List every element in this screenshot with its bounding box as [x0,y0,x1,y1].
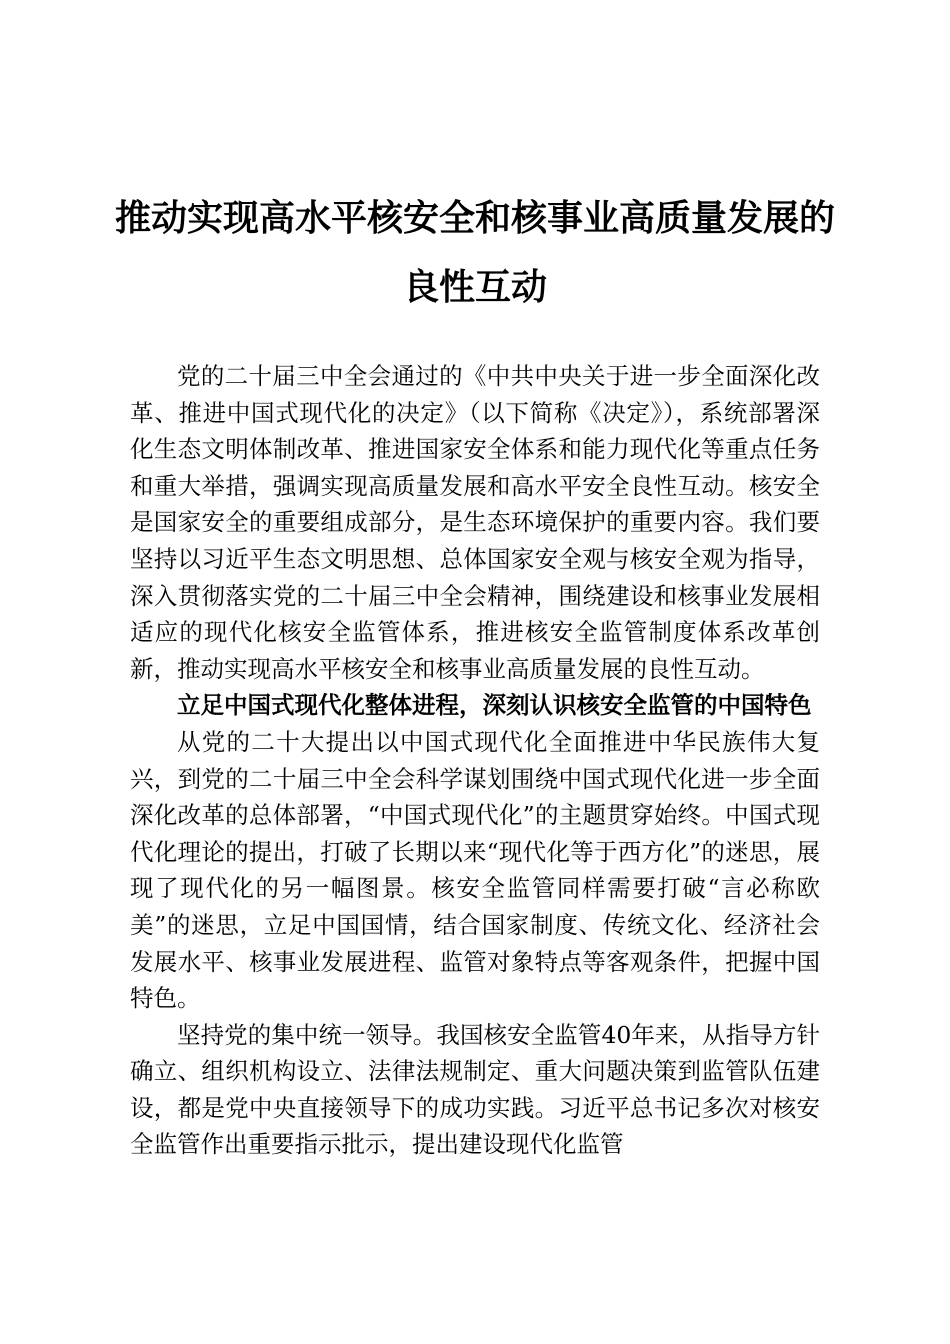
paragraph-intro: 党的二十届三中全会通过的《中共中央关于进一步全面深化改革、推进中国式现代化的决定》（以下简称《决定》），系统部署深化生态文明体制改革、推进国家安全体系和能力现代化等重点任务和重大举措，强调实现高质量发展和高水平安全良性互动。核安全是国家安全的重要组成部分，是生态环境保护的重要内容。我们要坚持以习近平生态文明思想、总体国家安全观与核安全观为指导，深入贯彻落实党的二十届三中全会精神，围绕建设和核事业发展相适应的现代化核安全监管体系，推进核安全监管制度体系改革创新，推动实现高水平核安全和核事业高质量发展的良性互动。 [130,362,820,683]
section-heading: 立足中国式现代化整体进程，深刻认识核安全监管的中国特色 [177,691,812,720]
document-title-line-1: 推动实现高水平核安全和核事业高质量发展的 [114,197,835,239]
document-body [130,358,820,1163]
paragraph-party-leadership: 坚持党的集中统一领导。我国核安全监管40年来，从指导方针确立、组织机构设立、法律法规制定、重大问题决策到监管队伍建设，都是党中央直接领导下的成功实践。习近平总书记多次对核安全监管作出重要指示批示，提出建设现代化监管 [130,1020,820,1159]
document-title-line-2: 良性互动 [402,266,547,308]
paragraph-modernization: 从党的二十大提出以中国式现代化全面推进中华民族伟大复兴，到党的二十届三中全会科学谋划围绕中国式现代化进一步全面深化改革的总体部署，“中国式现代化”的主题贯穿始终。中国式现代化理论的提出，打破了长期以来“现代化等于西方化”的迷思，展现了现代化的另一幅图景。核安全监管同样需要打破“言必称欧美”的迷思，立足中国国情，结合国家制度、传统文化、经济社会发展水平、核事业发展进程、监管对象特点等客观条件，把握中国特色。 [130,727,820,1013]
